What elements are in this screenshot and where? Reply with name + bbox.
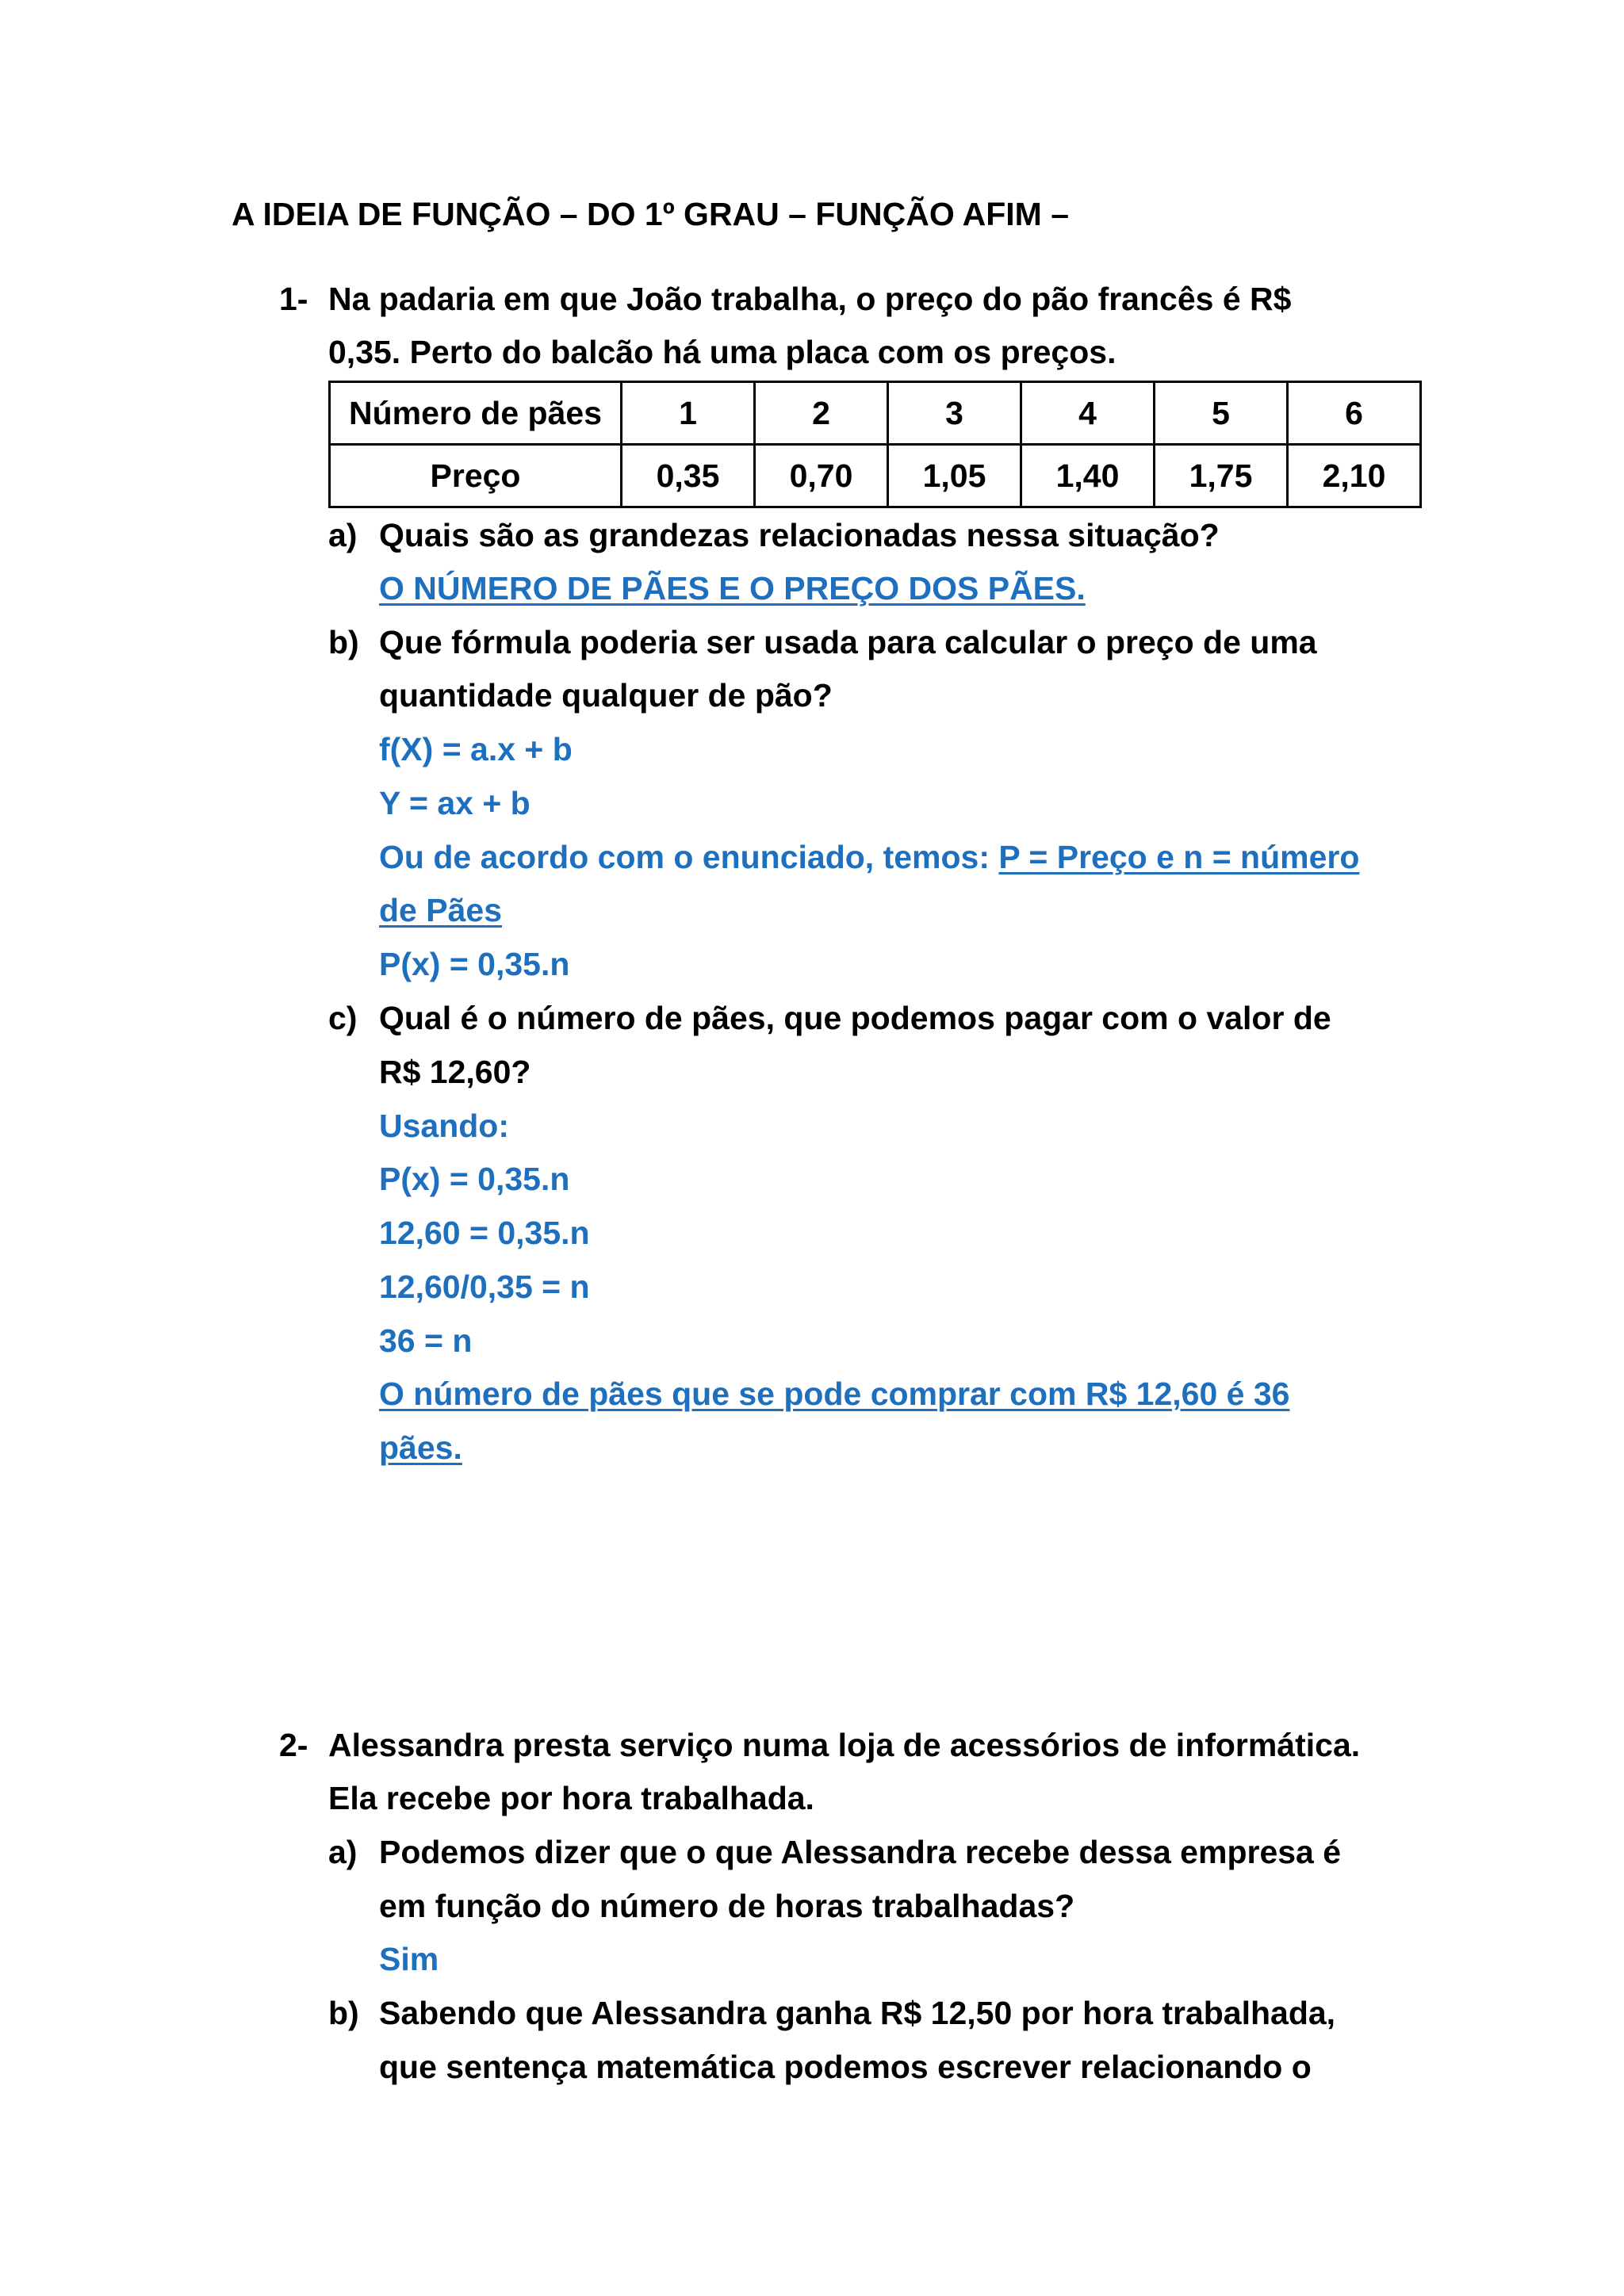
item-1c-answer-line4: 12,60/0,35 = n <box>379 1269 590 1305</box>
table-header-quantity: Número de pães <box>330 382 622 445</box>
item-1b-answer-formula1: f(X) = a.x + b <box>379 731 573 767</box>
item-1c-question-line2: R$ 12,60? <box>379 1054 531 1090</box>
question-2-statement-line1: Alessandra presta serviço numa loja de acessórios de informática. <box>328 1727 1361 1763</box>
answer-text-underlined: P = Preço e n = número <box>998 839 1360 875</box>
table-cell: 5 <box>1155 382 1288 445</box>
item-1c-answer-line5: 36 = n <box>379 1322 473 1359</box>
item-1b-answer-explanation-cont: de Pães <box>379 892 502 928</box>
table-cell: 1,05 <box>888 445 1021 507</box>
table-cell: 0,35 <box>622 445 755 507</box>
item-1b-question-line1: Que fórmula poderia ser usada para calcular o preço de uma <box>379 624 1317 660</box>
item-2a-question-line1: Podemos dizer que o que Alessandra recebe dessa empresa é <box>379 1834 1342 1870</box>
item-1c-question-line1: Qual é o número de pães, que podemos pagar com o valor de <box>379 1000 1331 1036</box>
item-1b-answer-formula2: Y = ax + b <box>379 785 530 821</box>
item-1a-marker: a) <box>328 517 358 553</box>
item-1b-marker: b) <box>328 624 359 660</box>
table-cell: 1 <box>622 382 755 445</box>
question-1-statement-line2: 0,35. Perto do balcão há uma placa com os preços. <box>328 334 1116 370</box>
table-cell: 0,70 <box>755 445 888 507</box>
table-header-price: Preço <box>330 445 622 507</box>
table-cell: 1,40 <box>1021 445 1155 507</box>
table-cell: 3 <box>888 382 1021 445</box>
item-2a-question-line2: em função do número de horas trabalhadas? <box>379 1888 1075 1924</box>
item-2b-marker: b) <box>328 1995 359 2031</box>
item-1c-answer-conclusion-cont: pães. <box>379 1429 462 1466</box>
table-row-quantity <box>330 382 1421 445</box>
item-2b-question-line1: Sabendo que Alessandra ganha R$ 12,50 por hora trabalhada, <box>379 1995 1336 2031</box>
table-cell: 4 <box>1021 382 1155 445</box>
question-1-statement-line1: Na padaria em que João trabalha, o preço do pão francês é R$ <box>328 281 1292 317</box>
price-table <box>328 381 1422 508</box>
question-1-number: 1- <box>279 281 308 317</box>
table-row-price <box>330 445 1421 507</box>
question-2-statement-line2: Ela recebe por hora trabalhada. <box>328 1780 814 1816</box>
page-title: A IDEIA DE FUNÇÃO – DO 1º GRAU – FUNÇÃO AFIM – <box>232 196 1069 232</box>
item-1c-answer-line3: 12,60 = 0,35.n <box>379 1215 590 1251</box>
table-cell: 2 <box>755 382 888 445</box>
item-1b-answer-formula3: P(x) = 0,35.n <box>379 946 570 982</box>
table-cell: 1,75 <box>1155 445 1288 507</box>
item-1c-answer-line1: Usando: <box>379 1108 509 1144</box>
item-2a-marker: a) <box>328 1834 358 1870</box>
answer-text-plain: Ou de acordo com o enunciado, temos: <box>379 839 999 875</box>
table-cell: 6 <box>1288 382 1421 445</box>
item-1a-answer: O NÚMERO DE PÃES E O PREÇO DOS PÃES. <box>379 570 1086 607</box>
item-2b-question-line2: que sentença matemática podemos escrever relacionando o <box>379 2049 1312 2085</box>
item-1c-answer-conclusion: O número de pães que se pode comprar com R$ 12,60 é 36 <box>379 1376 1290 1412</box>
item-2a-answer: Sim <box>379 1941 439 1977</box>
item-1a-question: Quais são as grandezas relacionadas nessa situação? <box>379 517 1220 553</box>
table-cell: 2,10 <box>1288 445 1421 507</box>
item-1b-answer-explanation <box>379 837 1359 877</box>
item-1b-question-line2: quantidade qualquer de pão? <box>379 677 833 714</box>
question-2-number: 2- <box>279 1727 308 1763</box>
item-1c-marker: c) <box>328 1000 358 1036</box>
item-1c-answer-line2: P(x) = 0,35.n <box>379 1161 570 1197</box>
